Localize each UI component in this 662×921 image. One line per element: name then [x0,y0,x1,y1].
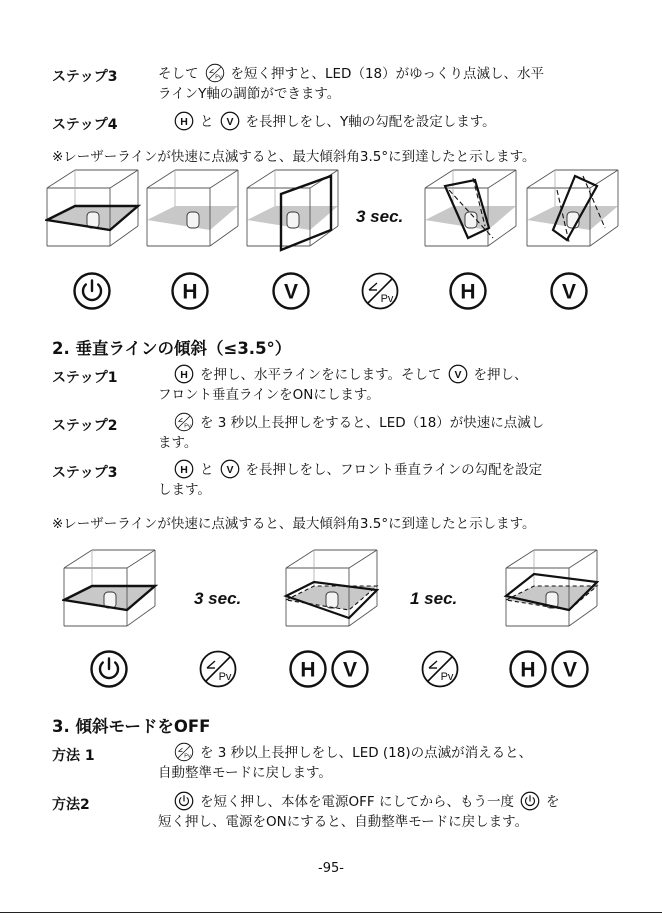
bottom-rule [0,912,662,913]
step-text-line: します。 [158,482,211,498]
step-3-text [158,63,618,104]
method-text [158,791,628,832]
power-icon [520,791,540,811]
h-icon [508,649,548,689]
h-icon [174,111,194,131]
duration-label: 1 sec. [410,589,458,608]
step-text-part: と [200,114,214,130]
step-label: ステップ1 [52,370,118,386]
v-icon [550,649,590,689]
section-title: 2. 垂直ラインの傾斜（≤3.5°） [52,339,292,358]
step-text [158,412,628,453]
v-icon [448,364,468,384]
figure-2 [62,543,602,635]
tilt-icon [198,649,238,689]
tilt-icon [420,649,460,689]
cube-diagram [147,170,238,246]
page-number: -95- [318,861,344,876]
step-label: ステップ3 [52,69,118,85]
step-label: ステップ3 [52,465,118,481]
h-icon [174,364,194,384]
step-text-part: を長押しをし、Y軸の勾配を設定します。 [245,114,496,130]
step-text-line: 自動整準モードに戻します。 [158,765,332,781]
cube-diagram [247,170,338,250]
h-icon [174,459,194,479]
step-text-part: そして [158,66,199,82]
step-text-line: ます。 [158,435,198,451]
step-text-part: を短く押すと、LED（18）がゆっくり点滅し、水平 [230,66,544,82]
tilt-icon [360,271,400,311]
power-icon [174,791,194,811]
cube-diagram [286,550,377,626]
v-icon [271,271,311,311]
tilt-icon [174,412,194,432]
duration-label: 3 sec. [356,207,404,226]
method-label: 方法2 [52,797,90,813]
step-text-part: を押し、 [473,367,528,383]
section-title: 3. 傾斜モードをOFF [52,717,211,736]
duration-label: 3 sec. [194,589,242,608]
step-text-part: と [200,462,214,478]
step-text-part: を [545,794,560,810]
step-4-text [168,111,628,132]
cube-diagram [47,170,138,246]
cube-diagram [64,550,155,626]
v-icon [220,111,240,131]
step-text-part: を 3 秒以上長押しをし、LED (18)の点滅が消えると、 [200,745,533,761]
step-text-part: を 3 秒以上長押しをすると、LED（18）が快速に点滅し [200,415,545,431]
method-text [158,742,628,783]
v-icon [330,649,370,689]
step-text-part: を押し、水平ラインをにします。そして [200,367,442,383]
note: ※レーザーラインが快速に点滅すると、最大傾斜角3.5°に到達したと示します。 [52,516,536,532]
step-text-part: を短く押し、本体を電源OFF にしてから、もう一度 [200,794,514,810]
v-icon [220,459,240,479]
step-label: ステップ2 [52,418,118,434]
power-icon [72,271,112,311]
power-icon [89,649,129,689]
step-text [158,459,628,500]
cube-diagram [506,550,597,626]
step-text [158,364,628,405]
step-text-line: 短く押し、電源をONにすると、自動整準モードに戻します。 [158,814,529,830]
step-text-line: ラインY軸の調節ができます。 [158,86,341,102]
cube-diagram [425,170,516,246]
tilt-icon [205,63,225,83]
step-text-line: フロント垂直ラインをONにします。 [158,387,380,403]
h-icon [170,271,210,311]
cube-diagram [527,170,618,246]
step-text-part: を長押しをし、フロント垂直ラインの勾配を設定 [245,462,543,478]
v-icon [549,271,589,311]
note: ※レーザーラインが快速に点滅すると、最大傾斜角3.5°に到達したと示します。 [52,149,536,165]
h-icon [288,649,328,689]
method-label: 方法 1 [52,748,95,764]
h-icon [448,271,488,311]
figure-1 [45,163,625,255]
step-label: ステップ4 [52,117,118,133]
tilt-icon [174,742,194,762]
